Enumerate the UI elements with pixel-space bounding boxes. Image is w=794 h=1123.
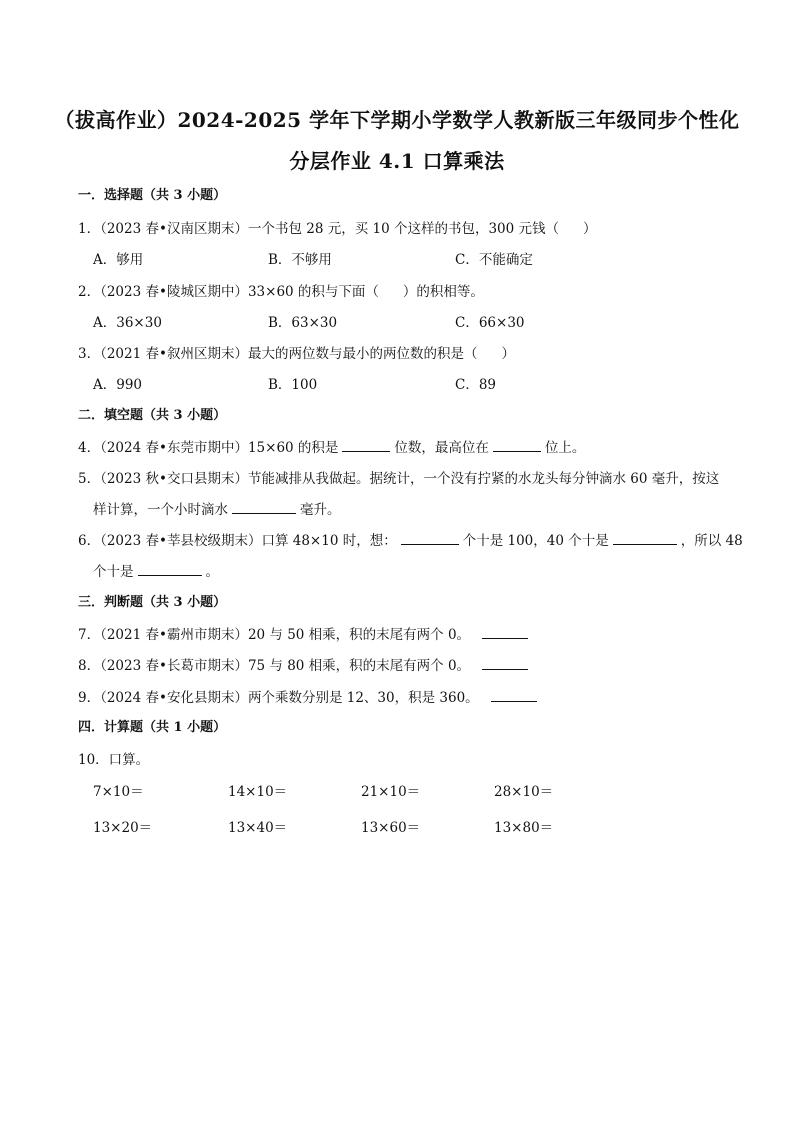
- question-6-line2-text: 个十是: [93, 564, 134, 580]
- question-9: [78, 686, 541, 706]
- q1-option-c[interactable]: C．不能确定: [455, 252, 533, 268]
- question-1: [78, 217, 597, 237]
- answer-blank-9[interactable]: [491, 687, 537, 702]
- question-9-text: 9．（2024 春•安化县期末）两个乘数分别是 12、30，积是 360。: [78, 690, 479, 706]
- page-title-line2: 分层作业 4.1 口算乘法: [289, 149, 505, 173]
- q3-option-b[interactable]: B．100: [268, 377, 318, 393]
- question-4-mid: 位数，最高位在: [394, 440, 489, 456]
- calc-item: 13×20＝: [93, 820, 153, 836]
- question-5-text: 样计算，一个小时滴水: [93, 502, 228, 518]
- q2-option-a[interactable]: A．36×30: [93, 315, 162, 331]
- answer-blank-7[interactable]: [482, 624, 528, 639]
- q3-option-c[interactable]: C．89: [455, 377, 497, 393]
- answer-blank-4b[interactable]: [493, 437, 541, 452]
- question-8-text: 8．（2023 春•长葛市期末）75 与 80 相乘，积的末尾有两个 0。: [78, 658, 471, 674]
- question-3-close: ）: [501, 346, 515, 362]
- calc-item: 21×10＝: [361, 784, 421, 800]
- q3-option-a[interactable]: A．990: [93, 377, 143, 393]
- question-3: [78, 342, 515, 362]
- question-5-line2: [93, 498, 341, 518]
- calc-item: 13×80＝: [494, 820, 554, 836]
- section-heading-fill: 二．填空题（共 3 小题）: [78, 408, 227, 423]
- answer-blank-8[interactable]: [482, 655, 528, 670]
- page-title-line1: （拔高作业）2024-2025 学年下学期小学数学人教新版三年级同步个性化: [54, 108, 740, 132]
- question-1-close: ）: [583, 221, 597, 237]
- section-heading-choice: 一．选择题（共 3 小题）: [78, 188, 227, 203]
- question-6-end: 。: [205, 564, 219, 580]
- calc-item: 13×60＝: [361, 820, 421, 836]
- question-4-end: 位上。: [544, 440, 586, 456]
- section-heading-calc: 四．计算题（共 1 小题）: [78, 720, 227, 735]
- answer-blank-6a[interactable]: [401, 530, 459, 545]
- question-10-text: 10．口算。: [78, 752, 150, 768]
- question-6-text: 6．（2023 春•莘县校级期末）口算 48×10 时，想：: [78, 533, 397, 549]
- calc-item: 14×10＝: [228, 784, 288, 800]
- calc-item: 7×10＝: [93, 784, 144, 800]
- q2-option-b[interactable]: B．63×30: [268, 315, 338, 331]
- calc-item: 28×10＝: [494, 784, 554, 800]
- q1-option-b[interactable]: B．不够用: [268, 252, 332, 268]
- answer-blank-4a[interactable]: [342, 437, 390, 452]
- question-5-line1: 5．（2023 秋•交口县期末）节能减排从我做起。据统计，一个没有拧紧的水龙头每分钟滴水 60 毫升，按这: [78, 471, 720, 487]
- question-2-text: 2．（2023 春•陵城区期中）33×60 的积与下面（: [78, 284, 379, 300]
- question-5-end: 毫升。: [300, 502, 341, 518]
- question-7-text: 7．（2021 春•霸州市期末）20 与 50 相乘，积的末尾有两个 0。: [78, 627, 471, 643]
- question-4: [78, 436, 585, 456]
- question-2-close: ）的积相等。: [402, 284, 484, 300]
- question-2: [78, 280, 484, 300]
- question-1-text: 1．（2023 春•汉南区期末）一个书包 28 元，买 10 个这样的书包，300 元钱（: [78, 221, 560, 237]
- answer-blank-5[interactable]: [232, 499, 296, 514]
- section-heading-judge: 三．判断题（共 3 小题）: [78, 595, 227, 610]
- question-8: [78, 654, 532, 674]
- question-6-tail: ，所以 48: [680, 533, 743, 549]
- calc-item: 13×40＝: [228, 820, 288, 836]
- q2-option-c[interactable]: C．66×30: [455, 315, 525, 331]
- question-4-text: 4．（2024 春•东莞市期中）15×60 的积是: [78, 440, 339, 456]
- question-6-mid: 个十是 100，40 个十是: [462, 533, 609, 549]
- answer-blank-6c[interactable]: [138, 561, 202, 576]
- question-3-text: 3．（2021 春•叙州区期末）最大的两位数与最小的两位数的积是（: [78, 346, 478, 362]
- question-7: [78, 623, 532, 643]
- q1-option-a[interactable]: A．够用: [93, 252, 144, 268]
- question-6-line2: [93, 560, 219, 580]
- question-6-line1: [78, 529, 743, 549]
- answer-blank-6b[interactable]: [613, 530, 677, 545]
